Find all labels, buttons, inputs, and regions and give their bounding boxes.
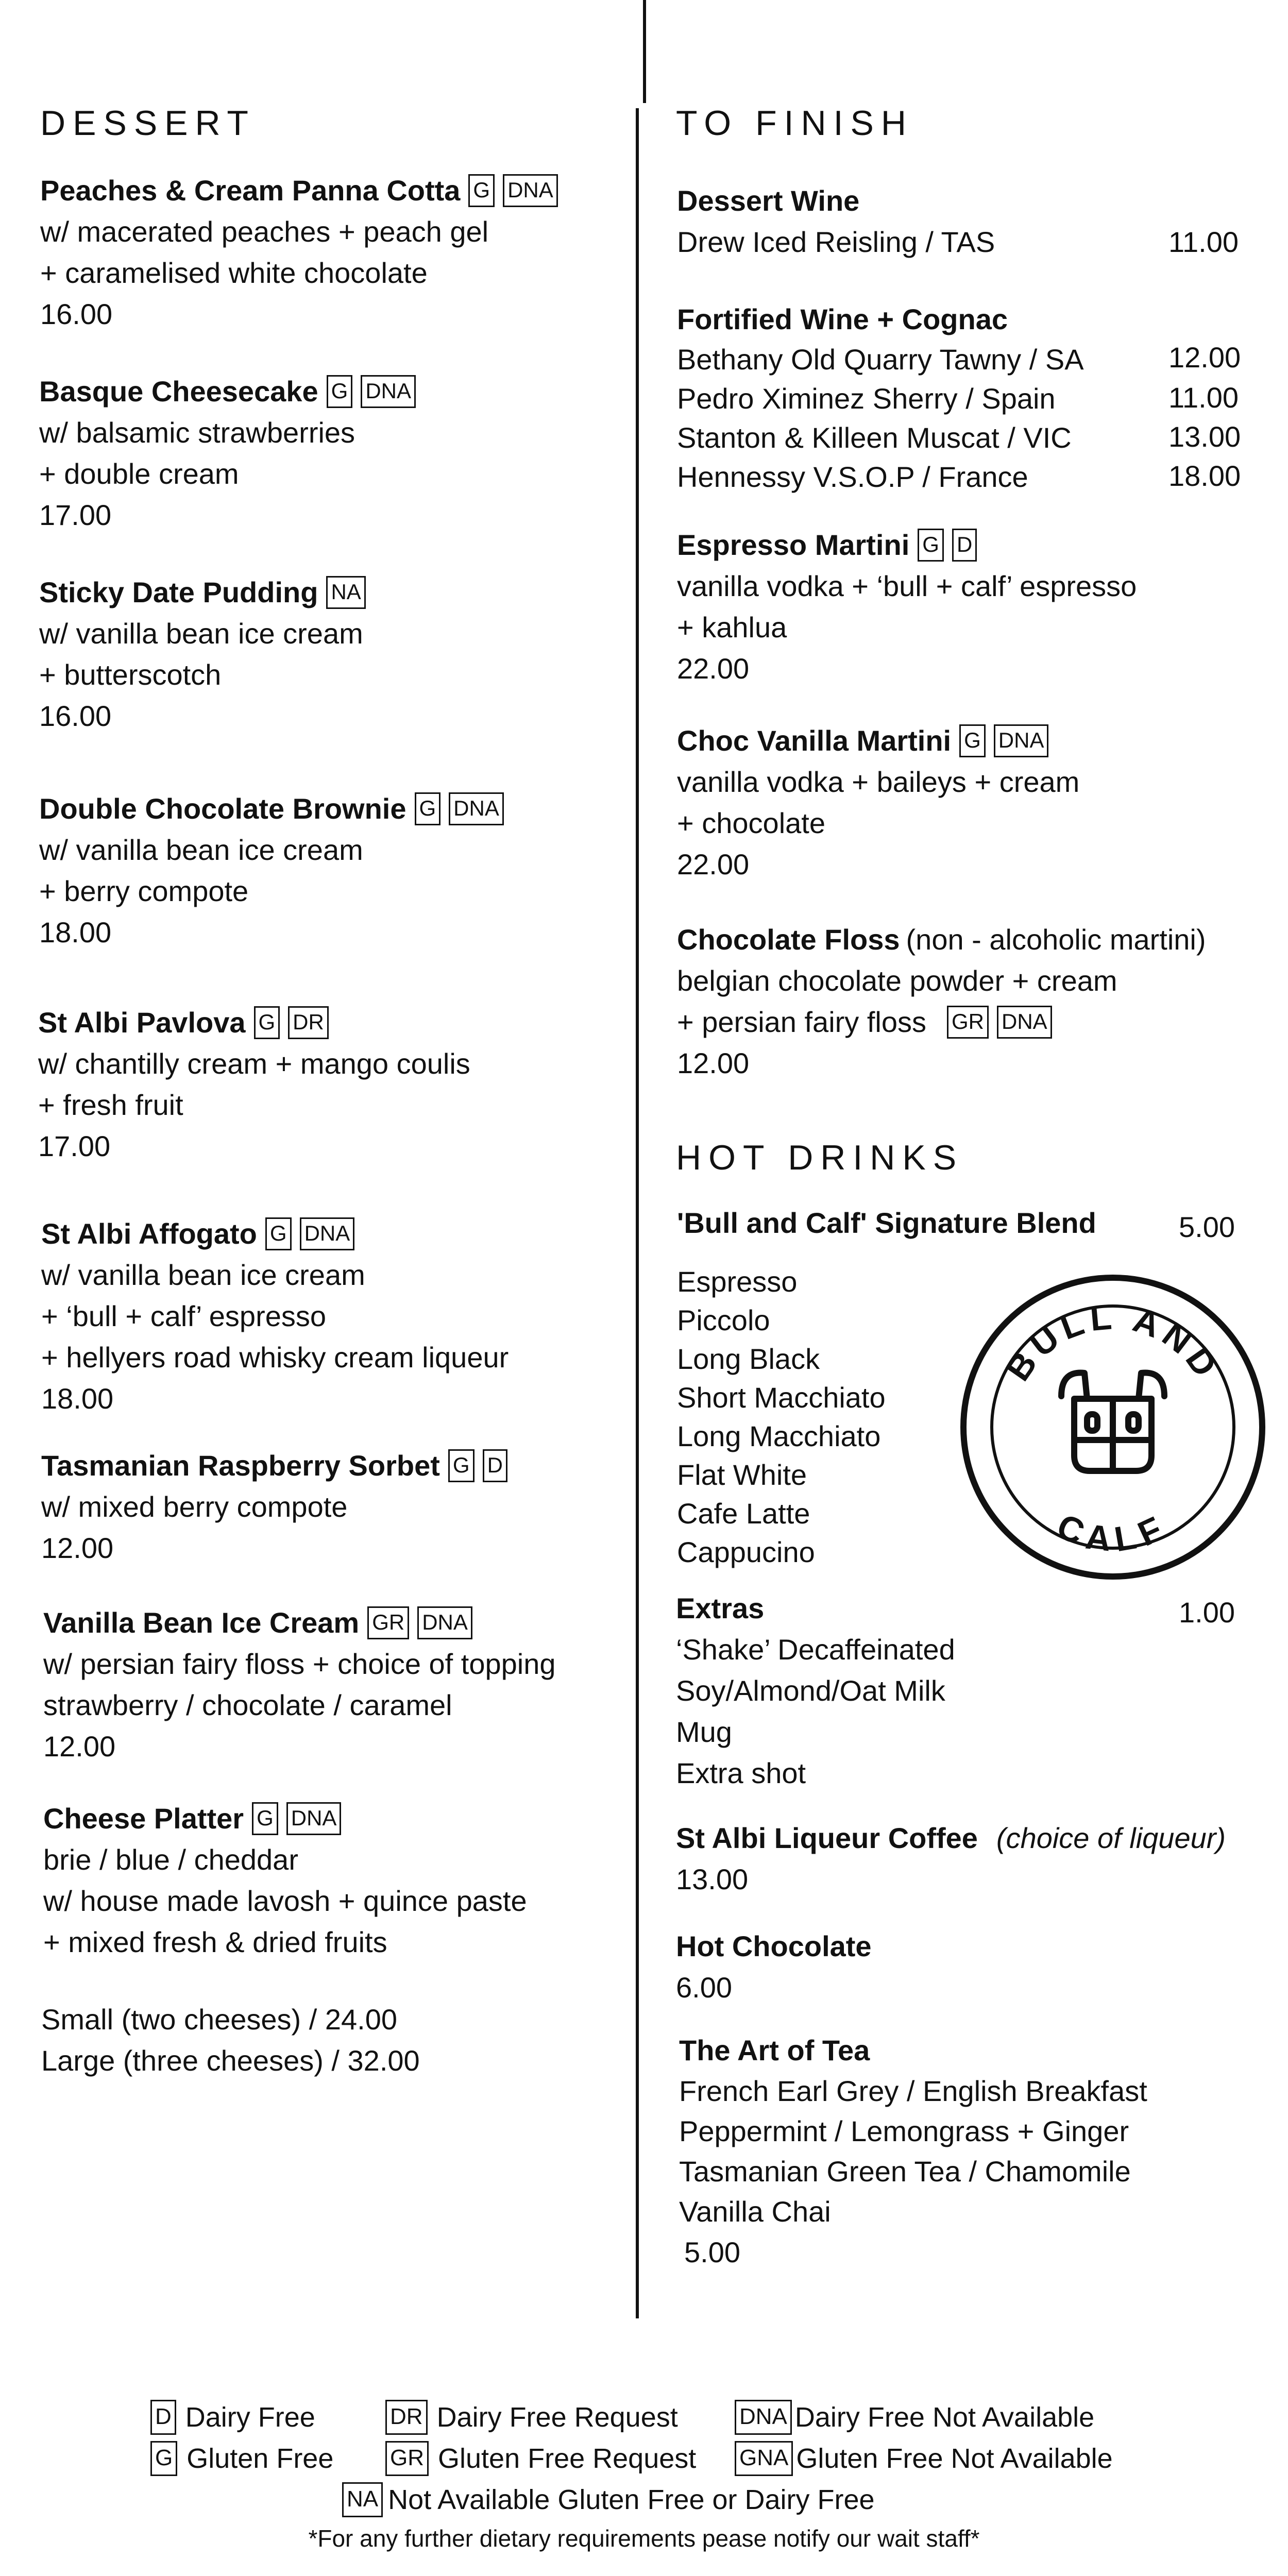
fortified-rows (677, 340, 1254, 497)
coffee-item: Cappucino (677, 1536, 815, 1568)
tea-item: Vanilla Chai (679, 2195, 831, 2228)
floss-price: 12.00 (677, 1047, 750, 1079)
dessert-item-description: + butterscotch (39, 658, 222, 691)
badge-g: G (254, 1006, 280, 1039)
coffee-item: Flat White (677, 1459, 807, 1491)
dessert-item-price: 12.00 (41, 1532, 114, 1564)
badge-g: G (327, 375, 353, 408)
dessert-item-peaches-cream-panna-cotta (40, 170, 558, 335)
finish-heading: TO FINISH (676, 104, 913, 143)
fortified-row-label: Bethany Old Quarry Tawny / SA (677, 343, 1084, 376)
badge-dna: DNA (286, 1802, 342, 1835)
dessert-item-description: w/ balsamic strawberries (39, 416, 355, 449)
dessert-item-description: + ‘bull + calf’ espresso (41, 1300, 326, 1332)
coffee-item: Long Macchiato (677, 1420, 881, 1452)
dessert-item-description: brie / blue / cheddar (43, 1843, 298, 1876)
legend-badge-gr: GR (385, 2441, 429, 2476)
fortified-row-label: Pedro Ximinez Sherry / Spain (677, 382, 1056, 415)
legend-badge-dr: DR (385, 2400, 428, 2435)
dessert-item-description: + double cream (39, 457, 239, 490)
tea-item: French Earl Grey / English Breakfast (679, 2075, 1147, 2107)
extras-price: 1.00 (1179, 1596, 1235, 1629)
hot-chocolate-name: Hot Chocolate (676, 1930, 872, 1962)
dietary-footnote: *For any further dietary requirements pease notify our wait staff* (308, 2525, 980, 2552)
badge-na: NA (326, 576, 365, 609)
legend-dna (735, 2400, 1094, 2435)
badge-dna: DNA (300, 1217, 355, 1250)
badge-g: G (959, 724, 986, 757)
cheese-size-large: Large (three cheeses) / 32.00 (41, 2044, 420, 2077)
dessert-item-price: 17.00 (38, 1130, 111, 1162)
choc-martini-price: 22.00 (677, 848, 750, 880)
badge-dna: DNA (449, 792, 504, 825)
choc-martini-line-1: vanilla vodka + baileys + cream (677, 766, 1080, 798)
dessert-item-description: w/ vanilla bean ice cream (41, 1259, 365, 1291)
legend-label-d: Dairy Free (185, 2402, 315, 2433)
dessert-item-description: w/ persian fairy floss + choice of topping (43, 1648, 556, 1680)
tea-item: Tasmanian Green Tea / Chamomile (679, 2155, 1131, 2188)
legend-badge-d: D (150, 2400, 176, 2435)
coffee-list (677, 1262, 886, 1571)
espresso-martini (677, 524, 1137, 689)
top-divider (643, 0, 646, 103)
dessert-item-st-albi-pavlova (38, 1002, 470, 1167)
dessert-item-name: Vanilla Bean Ice Cream (43, 1606, 360, 1639)
tea-title: The Art of Tea (679, 2034, 870, 2066)
logo-top-text: BULL AND (998, 1297, 1228, 1388)
dessert-item-name: Tasmanian Raspberry Sorbet (41, 1449, 440, 1482)
dessert-item-st-albi-affogato (41, 1213, 509, 1419)
tea-item: Peppermint / Lemongrass + Ginger (679, 2115, 1129, 2147)
legend-label-dr: Dairy Free Request (436, 2402, 678, 2433)
dessert-item-description: + mixed fresh & dried fruits (43, 1926, 387, 1958)
dessert-item-description: w/ vanilla bean ice cream (39, 834, 363, 866)
coffee-item: Espresso (677, 1265, 798, 1298)
dessert-wine-price: 11.00 (1168, 226, 1239, 258)
badge-g: G (448, 1449, 474, 1482)
badge-g: G (918, 529, 944, 562)
dessert-wine-title: Dessert Wine (677, 184, 860, 217)
hot-chocolate-price: 6.00 (676, 1971, 732, 2004)
fortified-row-price: 11.00 (1168, 381, 1239, 414)
dessert-item-name: St Albi Pavlova (38, 1006, 246, 1039)
coffee-item: Cafe Latte (677, 1497, 810, 1530)
dessert-item-title (38, 1002, 470, 1043)
extras-title: Extras (676, 1592, 765, 1624)
coffee-item: Piccolo (677, 1304, 770, 1336)
dessert-item-price: 18.00 (39, 916, 112, 948)
coffee-item: Long Black (677, 1343, 820, 1375)
legend-label-g: Gluten Free (187, 2443, 334, 2474)
dessert-item-title (41, 1213, 509, 1255)
dessert-item-description: + fresh fruit (38, 1089, 183, 1121)
dessert-item-name: Sticky Date Pudding (39, 576, 318, 608)
art-of-tea (679, 2030, 1147, 2273)
badge-g: G (265, 1217, 292, 1250)
fortified-row-price: 12.00 (1168, 341, 1241, 374)
extras-section (676, 1588, 1253, 1794)
dessert-item-price: 12.00 (43, 1730, 116, 1762)
legend-label-gr: Gluten Free Request (438, 2443, 697, 2474)
dessert-item-title (39, 572, 366, 613)
dessert-item-tasmanian-raspberry-sorbet (41, 1445, 507, 1569)
dessert-item-vanilla-bean-ice-cream (43, 1602, 556, 1767)
extras-item: Mug (676, 1716, 732, 1748)
dessert-item-sticky-date-pudding (39, 572, 366, 737)
dessert-item-title (43, 1602, 556, 1643)
signature-blend-name: 'Bull and Calf' Signature Blend (677, 1207, 1096, 1239)
fortified-row (677, 379, 1254, 418)
dessert-item-title (39, 371, 416, 412)
badge-g: G (468, 174, 495, 207)
bull-and-calf-logo (958, 1273, 1267, 1582)
choc-martini-line-2: + chocolate (677, 807, 825, 839)
dessert-item-title (43, 1798, 527, 1839)
dessert-item-cheese-platter (43, 1798, 527, 1963)
floss-line-1: belgian chocolate powder + cream (677, 964, 1117, 997)
bull-head-icon (1061, 1373, 1164, 1471)
dessert-item-name: Basque Cheesecake (39, 375, 318, 408)
liqueur-price: 13.00 (676, 1863, 749, 1895)
fortified-row (677, 340, 1254, 379)
badge-gr: GR (947, 1006, 989, 1039)
fortified-row-label: Hennessy V.S.O.P / France (677, 461, 1028, 493)
badge-g: G (252, 1802, 278, 1835)
dessert-item-description: + caramelised white chocolate (40, 257, 428, 289)
espresso-martini-line-2: + kahlua (677, 611, 787, 643)
dessert-item-description: w/ vanilla bean ice cream (39, 617, 363, 650)
badge-dna: DNA (361, 375, 416, 408)
legend-gr (385, 2441, 696, 2476)
dessert-item-description: w/ macerated peaches + peach gel (40, 215, 489, 248)
badge-d: D (483, 1449, 507, 1482)
dessert-item-description: w/ mixed berry compote (41, 1490, 348, 1523)
floss-note: (non - alcoholic martini) (906, 923, 1206, 956)
dessert-item-description: + berry compote (39, 875, 249, 907)
badge-dna: DNA (997, 1006, 1052, 1039)
badge-dna: DNA (503, 174, 558, 207)
signature-blend-price: 5.00 (1179, 1211, 1235, 1243)
legend-label-na: Not Available Gluten Free or Dairy Free (388, 2484, 875, 2515)
dessert-item-name: Double Chocolate Brownie (39, 792, 406, 825)
dessert-item-price: 16.00 (40, 298, 113, 330)
liqueur-name: St Albi Liqueur Coffee (676, 1822, 978, 1854)
badge-dr: DR (288, 1006, 329, 1039)
dessert-item-basque-cheesecake (39, 371, 416, 536)
fortified-section (677, 299, 1254, 497)
liqueur-note: (choice of liqueur) (996, 1822, 1226, 1854)
dessert-heading: DESSERT (40, 104, 256, 143)
badge-dna: DNA (994, 724, 1049, 757)
dessert-wine-row: Drew Iced Reisling / TAS (677, 226, 995, 258)
logo-bottom-text: CALF (1051, 1506, 1175, 1560)
badge-d: D (952, 529, 977, 562)
fortified-row-price: 13.00 (1168, 420, 1241, 453)
extras-item: Soy/Almond/Oat Milk (676, 1674, 945, 1707)
legend-label-gna: Gluten Free Not Available (796, 2443, 1113, 2474)
badge-dna: DNA (417, 1606, 472, 1639)
legend-d (150, 2400, 315, 2435)
dessert-item-description: strawberry / chocolate / caramel (43, 1689, 452, 1721)
liqueur-coffee (676, 1818, 1226, 1900)
hot-chocolate (676, 1926, 872, 2008)
dessert-item-name: Cheese Platter (43, 1802, 244, 1835)
legend-gna (735, 2441, 1113, 2476)
legend-label-dna: Dairy Free Not Available (794, 2402, 1095, 2433)
floss-line-2: + persian fairy floss (677, 1006, 926, 1038)
dessert-item-double-chocolate-brownie (39, 788, 504, 953)
fortified-row-label: Stanton & Killeen Muscat / VIC (677, 421, 1072, 454)
extras-item: ‘Shake’ Decaffeinated (676, 1633, 955, 1666)
choc-vanilla-martini (677, 720, 1079, 885)
fortified-row (677, 457, 1254, 497)
coffee-item: Short Macchiato (677, 1381, 886, 1414)
tea-price: 5.00 (684, 2236, 740, 2268)
legend-badge-na: NA (342, 2482, 383, 2517)
chocolate-floss (677, 919, 1206, 1084)
floss-name: Chocolate Floss (677, 923, 900, 956)
cheese-size-small: Small (two cheeses) / 24.00 (41, 2003, 397, 2036)
badge-gr: GR (367, 1606, 409, 1639)
choc-martini-name: Choc Vanilla Martini (677, 724, 952, 757)
dessert-item-name: St Albi Affogato (41, 1217, 257, 1250)
fortified-title: Fortified Wine + Cognac (677, 303, 1008, 335)
espresso-martini-line-1: vanilla vodka + ‘bull + calf’ espresso (677, 570, 1137, 602)
legend-badge-gna: GNA (735, 2441, 793, 2476)
espresso-martini-name: Espresso Martini (677, 529, 910, 561)
column-divider (636, 108, 639, 2318)
signature-blend (677, 1202, 1254, 1244)
dessert-item-price: 18.00 (41, 1382, 114, 1415)
legend-na (342, 2482, 875, 2517)
dessert-wine-section (677, 180, 1254, 263)
dessert-item-description: w/ chantilly cream + mango coulis (38, 1047, 470, 1080)
dessert-item-title (40, 170, 558, 211)
fortified-row (677, 418, 1254, 457)
dessert-item-price: 17.00 (39, 499, 112, 531)
legend-g (150, 2441, 333, 2476)
cheese-sizes (41, 1999, 420, 2081)
dessert-item-title (39, 788, 504, 829)
dessert-item-title (41, 1445, 507, 1486)
legend-badge-g: G (150, 2441, 177, 2476)
dessert-item-description: + hellyers road whisky cream liqueur (41, 1341, 509, 1374)
legend-dr (385, 2400, 678, 2435)
dessert-item-name: Peaches & Cream Panna Cotta (40, 174, 461, 207)
extras-item: Extra shot (676, 1757, 806, 1789)
badge-g: G (415, 792, 441, 825)
dessert-item-description: w/ house made lavosh + quince paste (43, 1885, 527, 1917)
espresso-martini-price: 22.00 (677, 652, 750, 685)
hot-drinks-heading: HOT DRINKS (676, 1138, 964, 1177)
fortified-row-price: 18.00 (1168, 460, 1241, 492)
dessert-item-price: 16.00 (39, 700, 112, 732)
legend-badge-dna: DNA (735, 2400, 792, 2435)
